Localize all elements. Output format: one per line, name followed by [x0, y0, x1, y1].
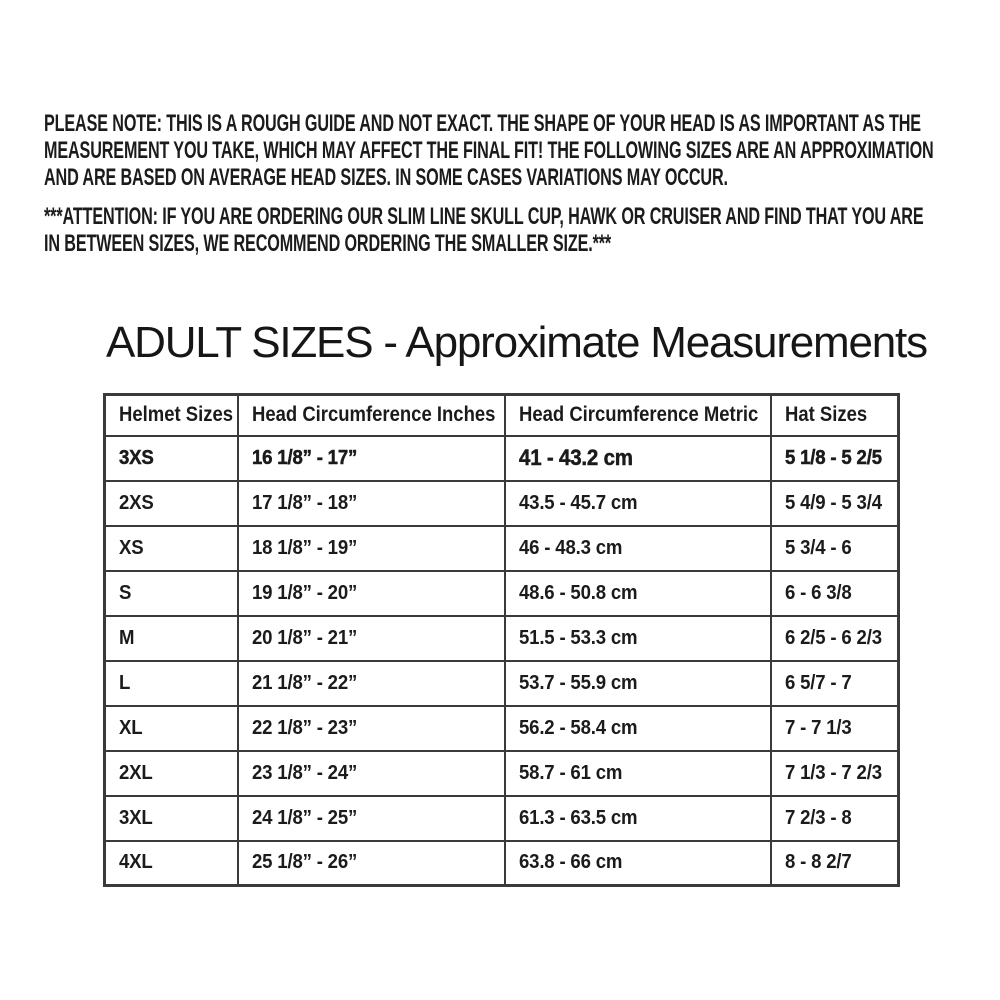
size-row-xl [105, 706, 899, 751]
cell-inches [238, 661, 505, 706]
cell-inches [238, 751, 505, 796]
cell-value: 5 4/9 - 5 3/4 [784, 491, 882, 514]
column-header-label: Helmet Sizes [119, 403, 234, 427]
cell-value: 24 1/8” - 25” [251, 806, 357, 829]
size-row-3xs [105, 436, 899, 481]
cell-value: 3XS [119, 446, 154, 469]
size-row-2xs [105, 481, 899, 526]
cell-metric [505, 796, 771, 841]
cell-value: 6 2/5 - 6 2/3 [784, 626, 882, 649]
cell-helmet-size [105, 661, 238, 706]
column-header-helmet-sizes [105, 395, 238, 436]
size-row-s [105, 571, 899, 616]
cell-metric [505, 751, 771, 796]
cell-value: 41 - 43.2 cm [518, 445, 633, 470]
cell-helmet-size [105, 796, 238, 841]
cell-value: 58.7 - 61 cm [518, 761, 622, 784]
size-row-3xl [105, 796, 899, 841]
cell-helmet-size [105, 436, 238, 481]
size-chart-table [103, 393, 900, 887]
cell-hat-size [771, 706, 899, 751]
cell-value: 53.7 - 55.9 cm [518, 671, 637, 694]
size-table-body [105, 436, 899, 886]
size-row-2xl [105, 751, 899, 796]
cell-value: M [119, 626, 135, 649]
cell-helmet-size [105, 706, 238, 751]
cell-value: 51.5 - 53.3 cm [518, 626, 637, 649]
cell-hat-size [771, 616, 899, 661]
page-title: ADULT SIZES - Approximate Measurements [106, 318, 927, 367]
cell-metric [505, 436, 771, 481]
cell-value: 5 1/8 - 5 2/5 [784, 446, 882, 469]
cell-inches [238, 436, 505, 481]
column-header-hat-sizes [771, 395, 899, 436]
size-row-m [105, 616, 899, 661]
cell-value: 56.2 - 58.4 cm [518, 716, 637, 739]
cell-helmet-size [105, 481, 238, 526]
size-row-xs [105, 526, 899, 571]
cell-inches [238, 526, 505, 571]
cell-value: 16 1/8” - 17” [251, 446, 357, 469]
cell-value: 22 1/8” - 23” [251, 716, 357, 739]
size-row-l [105, 661, 899, 706]
cell-value: 6 5/7 - 7 [784, 671, 852, 694]
cell-metric [505, 841, 771, 886]
cell-value: 19 1/8” - 20” [251, 581, 357, 604]
cell-inches [238, 571, 505, 616]
cell-value: 8 - 8 2/7 [784, 851, 852, 874]
cell-value: L [119, 671, 131, 694]
cell-value: 25 1/8” - 26” [251, 851, 357, 874]
cell-hat-size [771, 661, 899, 706]
cell-hat-size [771, 436, 899, 481]
cell-hat-size [771, 751, 899, 796]
cell-inches [238, 841, 505, 886]
cell-value: 46 - 48.3 cm [518, 536, 622, 559]
cell-inches [238, 616, 505, 661]
cell-metric [505, 571, 771, 616]
cell-value: 7 2/3 - 8 [784, 806, 852, 829]
column-header-head-circumference-metric [505, 395, 771, 436]
attention-text: ***ATTENTION: IF YOU ARE ORDERING OUR SLIM LINE SKULL CUP, HAWK OR CRUISER AND FIND THAT YOU ARE IN BETWEEN SIZES, WE RECOMMEND ORDERING THE SMALLER SIZE.*** [44, 203, 924, 257]
cell-hat-size [771, 841, 899, 886]
cell-value: 6 - 6 3/8 [784, 581, 852, 604]
cell-value: 3XL [119, 806, 153, 829]
cell-helmet-size [105, 571, 238, 616]
cell-value: 2XS [119, 491, 154, 514]
cell-hat-size [771, 571, 899, 616]
cell-metric [505, 706, 771, 751]
column-header-label: Head Circumference Metric [518, 403, 758, 427]
cell-inches [238, 796, 505, 841]
cell-value: 61.3 - 63.5 cm [518, 806, 637, 829]
cell-value: 4XL [119, 851, 153, 874]
please-note-text: PLEASE NOTE: THIS IS A ROUGH GUIDE AND NOT EXACT. THE SHAPE OF YOUR HEAD IS AS IMPORTANT AS THE MEASUREMENT YOU TAKE, WHICH MAY AFFECT THE FINAL FIT! THE FOLLOWING SIZES ARE AN APPROXIMATION AND ARE BASED ON AVERAGE HEAD SIZES. IN SOME CASES VARIATIONS MAY OCCUR. [44, 110, 934, 191]
cell-value: 48.6 - 50.8 cm [518, 581, 637, 604]
size-row-4xl [105, 841, 899, 886]
column-header-head-circumference-inches [238, 395, 505, 436]
cell-value: XS [119, 536, 144, 559]
header-row [105, 395, 899, 436]
cell-value: 17 1/8” - 18” [251, 491, 357, 514]
cell-helmet-size [105, 616, 238, 661]
cell-value: 5 3/4 - 6 [784, 536, 852, 559]
cell-metric [505, 616, 771, 661]
cell-metric [505, 661, 771, 706]
cell-hat-size [771, 796, 899, 841]
cell-value: 43.5 - 45.7 cm [518, 491, 637, 514]
size-table-header [105, 395, 899, 436]
cell-metric [505, 526, 771, 571]
cell-value: XL [119, 716, 143, 739]
cell-value: 18 1/8” - 19” [251, 536, 357, 559]
cell-inches [238, 706, 505, 751]
column-header-label: Hat Sizes [784, 403, 867, 427]
cell-helmet-size [105, 841, 238, 886]
cell-value: 21 1/8” - 22” [251, 671, 357, 694]
cell-value: 2XL [119, 761, 153, 784]
cell-value: S [119, 581, 132, 604]
cell-hat-size [771, 526, 899, 571]
cell-hat-size [771, 481, 899, 526]
cell-value: 20 1/8” - 21” [251, 626, 357, 649]
cell-value: 7 - 7 1/3 [784, 716, 852, 739]
cell-value: 23 1/8” - 24” [251, 761, 357, 784]
cell-value: 63.8 - 66 cm [518, 851, 622, 874]
cell-value: 7 1/3 - 7 2/3 [784, 761, 882, 784]
cell-helmet-size [105, 526, 238, 571]
cell-inches [238, 481, 505, 526]
column-header-label: Head Circumference Inches [251, 403, 495, 427]
cell-metric [505, 481, 771, 526]
cell-helmet-size [105, 751, 238, 796]
